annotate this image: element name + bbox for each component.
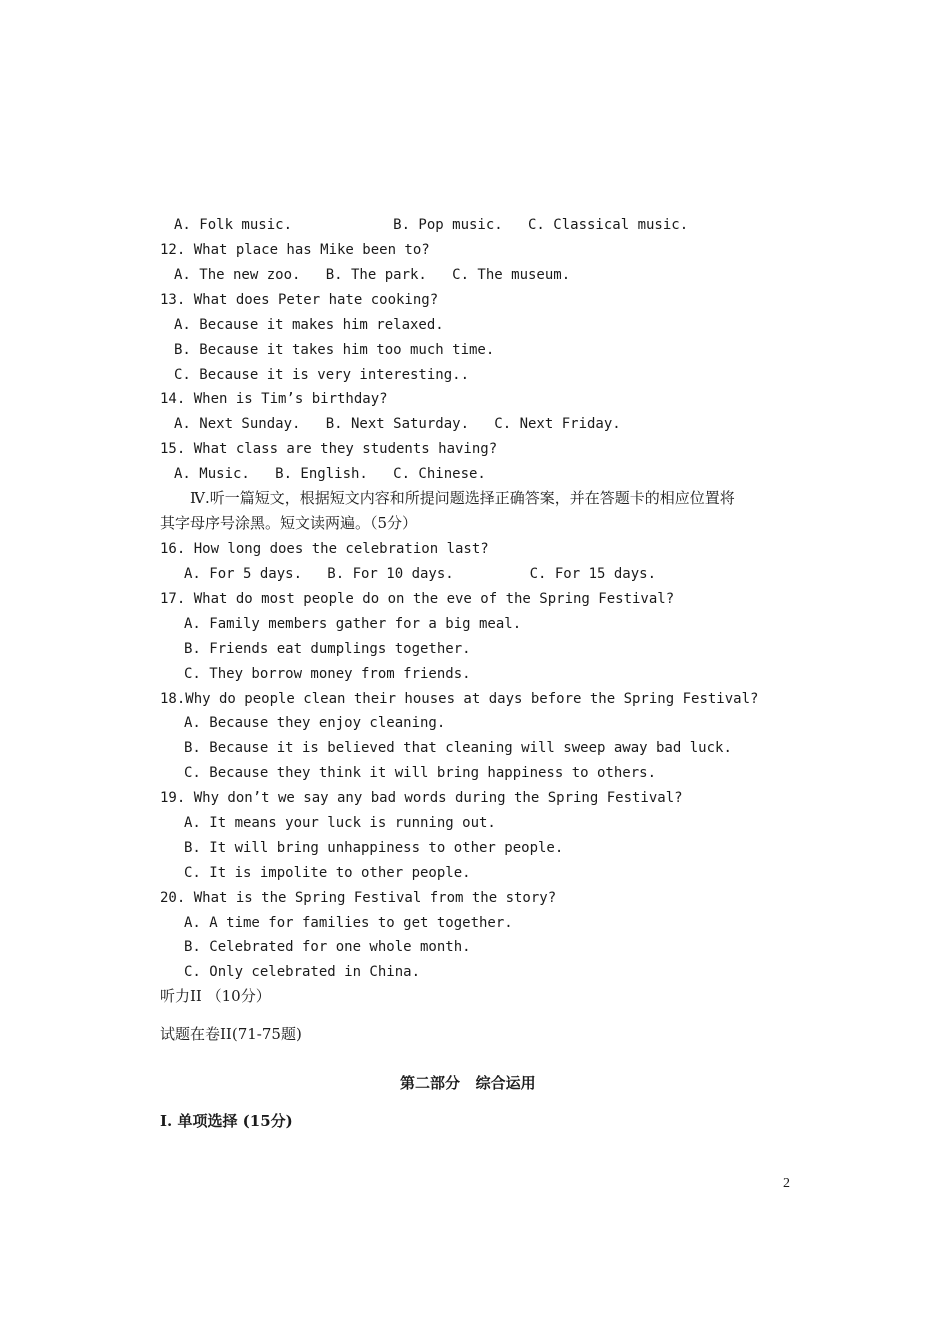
text-line: 17. What do most people do on the eve of the Spring Festival? [160, 591, 675, 607]
text-line: 14. When is Tim’s birthday? [160, 391, 388, 407]
text-line: 19. Why don’t we say any bad words during the Spring Festival? [160, 790, 683, 806]
text-line: A. It means your luck is running out. [184, 815, 496, 831]
page-number: 2 [783, 1176, 790, 1191]
text-line: C. It is impolite to other people. [184, 865, 471, 881]
text-line: C. Because they think it will bring happiness to others. [184, 765, 657, 781]
text-line: 试题在卷II(71-75题) [160, 1025, 302, 1043]
text-line: C. They borrow money from friends. [184, 666, 471, 682]
text-line: A. For 5 days. B. For 10 days. C. For 15 days. [184, 566, 657, 582]
text-line: A. The new zoo. B. The park. C. The museum. [174, 267, 571, 283]
text-line: A. Because they enjoy cleaning. [184, 715, 446, 731]
text-line: A. Because it makes him relaxed. [174, 317, 444, 333]
text-line: B. Celebrated for one whole month. [184, 939, 471, 955]
text-line: A. Family members gather for a big meal. [184, 616, 522, 632]
text-line: A. A time for families to get together. [184, 915, 513, 931]
text-line: A. Music. B. English. C. Chinese. [174, 466, 486, 482]
text-line: 12. What place has Mike been to? [160, 242, 430, 258]
text-line: A. Next Sunday. B. Next Saturday. C. Next Friday. [174, 416, 621, 432]
text-line: Ⅳ.听一篇短文，根据短文内容和所提问题选择正确答案，并在答题卡的相应位置将 [190, 489, 735, 507]
text-line: 13. What does Peter hate cooking? [160, 292, 439, 308]
text-line: B. Because it takes him too much time. [174, 342, 495, 358]
text-line: A. Folk music. B. Pop music. C. Classical music. [174, 217, 689, 233]
text-line: C. Only celebrated in China. [184, 964, 421, 980]
text-line: 20. What is the Spring Festival from the story? [160, 890, 557, 906]
text-line: C. Because it is very interesting.. [174, 367, 470, 383]
text-line: 16. How long does the celebration last? [160, 541, 489, 557]
text-line: B. Because it is believed that cleaning will sweep away bad luck. [184, 740, 732, 756]
text-line: Ⅰ. 单项选择 (15分) [160, 1112, 293, 1130]
text-line: 其字母序号涂黑。短文读两遍。（5分） [160, 514, 418, 532]
text-line: 15. What class are they students having? [160, 441, 498, 457]
text-line: 第二部分 综合运用 [400, 1074, 536, 1092]
text-line: 听力II （10分） [160, 987, 271, 1005]
text-line: B. Friends eat dumplings together. [184, 641, 471, 657]
text-line: 18.Why do people clean their houses at days before the Spring Festival? [160, 691, 759, 707]
text-line: B. It will bring unhappiness to other people. [184, 840, 564, 856]
